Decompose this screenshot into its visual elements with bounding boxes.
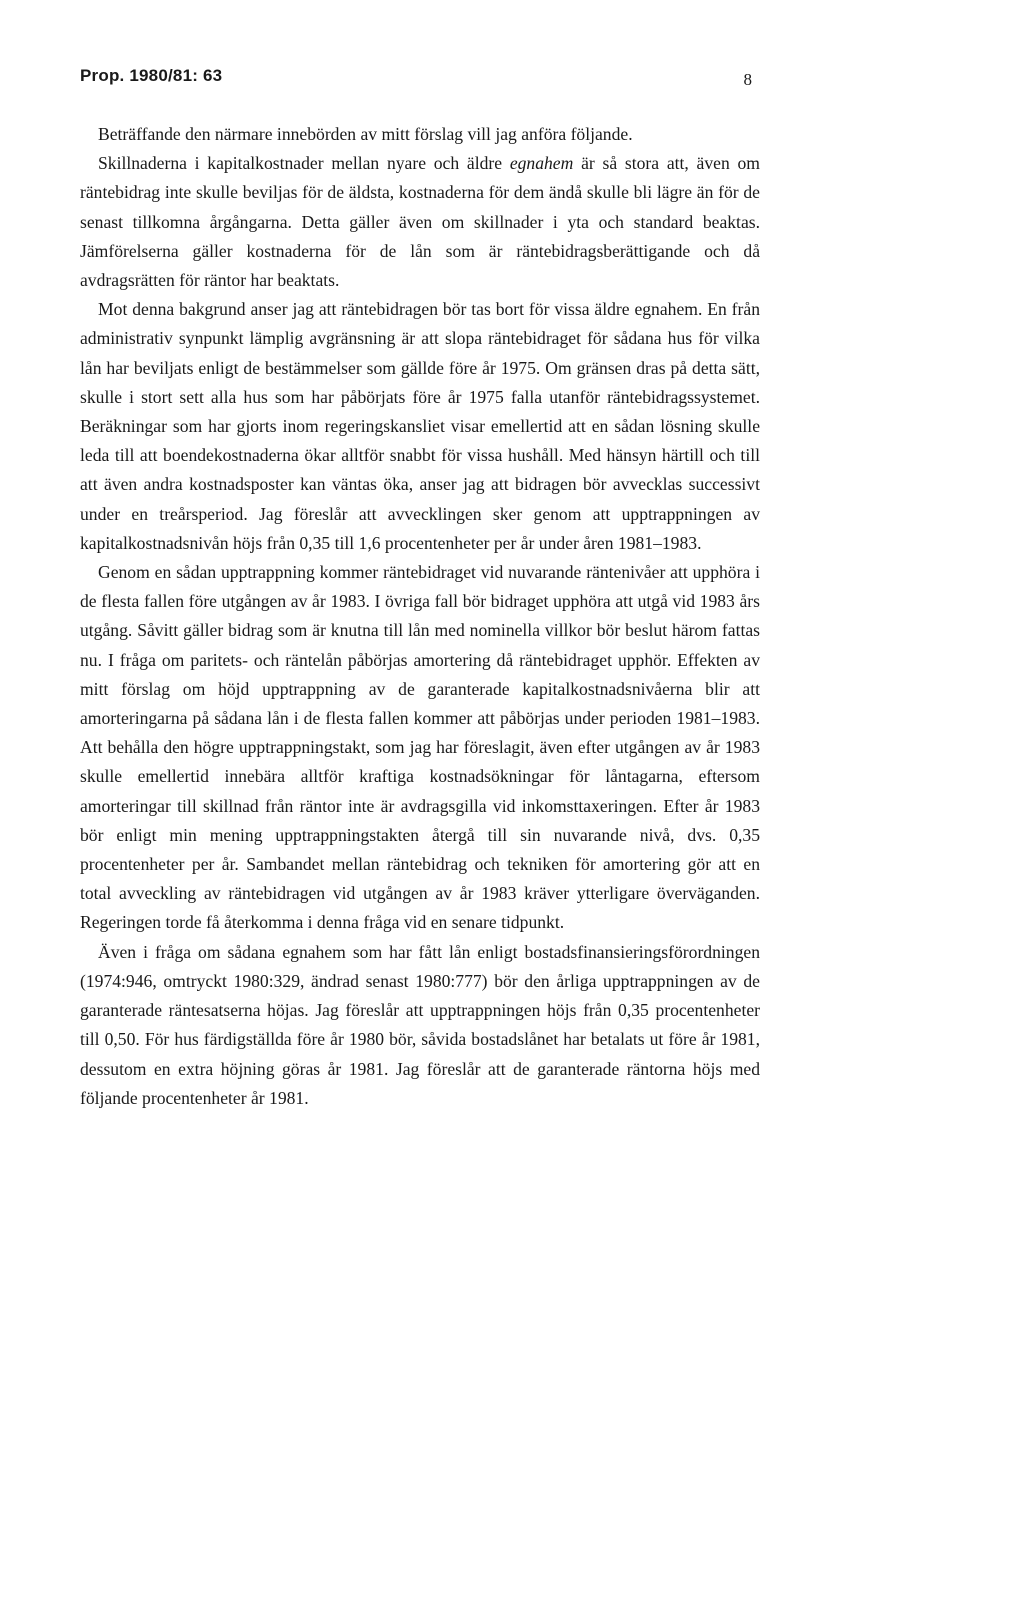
- paragraph-5-text: Även i fråga om sådana egnahem som har fått lån enligt bostadsfinansieringsförordningen (1974:946, omtryckt 1980:329, ändrad senast 1980:777) bör den årliga upptrappningen av de garanterade räntesatserna höjas. Jag föreslår att upptrappningen höjs från 0,35 procentenheter till 0,50. För hus färdigställda före år 1980 bör, såvida bostadslånet har betalats ut före år 1981, dessutom en extra höjning göras år 1981. Jag föreslår att de garanterade räntorna höjs med följande procentenheter år 1981.: [80, 941, 760, 1108]
- paragraph-1-text: Beträffande den närmare innebörden av mitt förslag vill jag anföra följande.: [98, 124, 633, 144]
- page-header: [80, 66, 760, 90]
- paragraph-4-text: Genom en sådan upptrappning kommer räntebidraget vid nuvarande räntenivåer att upphöra i de flesta fallen före utgången av år 1983. I övriga fall bör bidraget upphöra att utgå vid 1983 års utgång. Såvitt gäller bidrag som är knutna till lån med nominella villkor bör beslut härom fattas nu. I fråga om paritets- och räntelån påbörjas amortering då räntebidraget upphör. Effekten av mitt förslag om höjd upptrappning av de garanterade kapitalkostnadsnivåerna blir att amorteringarna på sådana lån i de flesta fallen kommer att påbörjas under perioden 1981–1983. Att behålla den högre upptrappningstakt, som jag har föreslagit, även efter utgången av år 1983 skulle emellertid innebära alltför kraftiga kostnadsökningar för låntagarna, eftersom amorteringar till skillnad från räntor inte är avdragsgilla vid inkomsttaxeringen. Efter år 1983 bör enligt min mening upptrappningstakten återgå till sin nuvarande nivå, dvs. 0,35 procentenheter per år. Sambandet mellan räntebidrag och tekniken för amortering gör att en total avveckling av räntebidragen vid utgången av år 1983 kräver ytterligare överväganden. Regeringen torde få återkomma i denna fråga vid en senare tidpunkt.: [80, 562, 760, 933]
- paragraph-5: [80, 938, 760, 1113]
- paragraph-2-emphasis: egnahem: [509, 153, 574, 174]
- paragraph-3-text: Mot denna bakgrund anser jag att räntebidragen bör tas bort för vissa äldre egnahem. En från administrativ synpunkt lämplig avgränsning är att slopa räntebidraget för sådana hus för vilka lån har beviljats enligt de bestämmelser som gällde före år 1975. Om gränsen dras på detta sätt, skulle i stort sett alla hus som har påbörjats före år 1975 falla utanför räntebidragssystemet. Beräkningar som har gjorts inom regeringskansliet visar emellertid att en sådan lösning skulle leda till att boendekostnaderna ökar alltför snabbt för vissa hushåll. Med hänsyn härtill och till att även andra kostnadsposter kan väntas öka, anser jag att bidragen bör avvecklas successivt under en treårsperiod. Jag föreslår att avvecklingen sker genom att upptrappningen av kapitalkostnadsnivån höjs från 0,35 till 1,6 procentenheter per år under åren 1981–1983.: [80, 299, 760, 553]
- paragraph-2-text-a: Skillnaderna i kapitalkostnader mellan nyare och äldre: [98, 153, 510, 174]
- paragraph-4: [80, 558, 760, 938]
- page-number: 8: [743, 70, 752, 89]
- paragraph-1: [80, 120, 760, 149]
- paragraph-2: [80, 149, 760, 295]
- body-text: [80, 120, 760, 1113]
- paragraph-2-text-b: är så stora att, även om räntebidrag inte skulle beviljas för de äldsta, kostnaderna för dem ändå skulle bli lägre än för de senast tillkomna årgångarna. Detta gäller även om skillnader i yta och standard beaktas. Jämförelserna gäller kostnaderna för de lån som är räntebidragsberättigande och då avdragsrätten för räntor har beaktats.: [80, 153, 760, 291]
- paragraph-3: [80, 295, 760, 558]
- document-reference: Prop. 1980/81: 63: [80, 66, 223, 85]
